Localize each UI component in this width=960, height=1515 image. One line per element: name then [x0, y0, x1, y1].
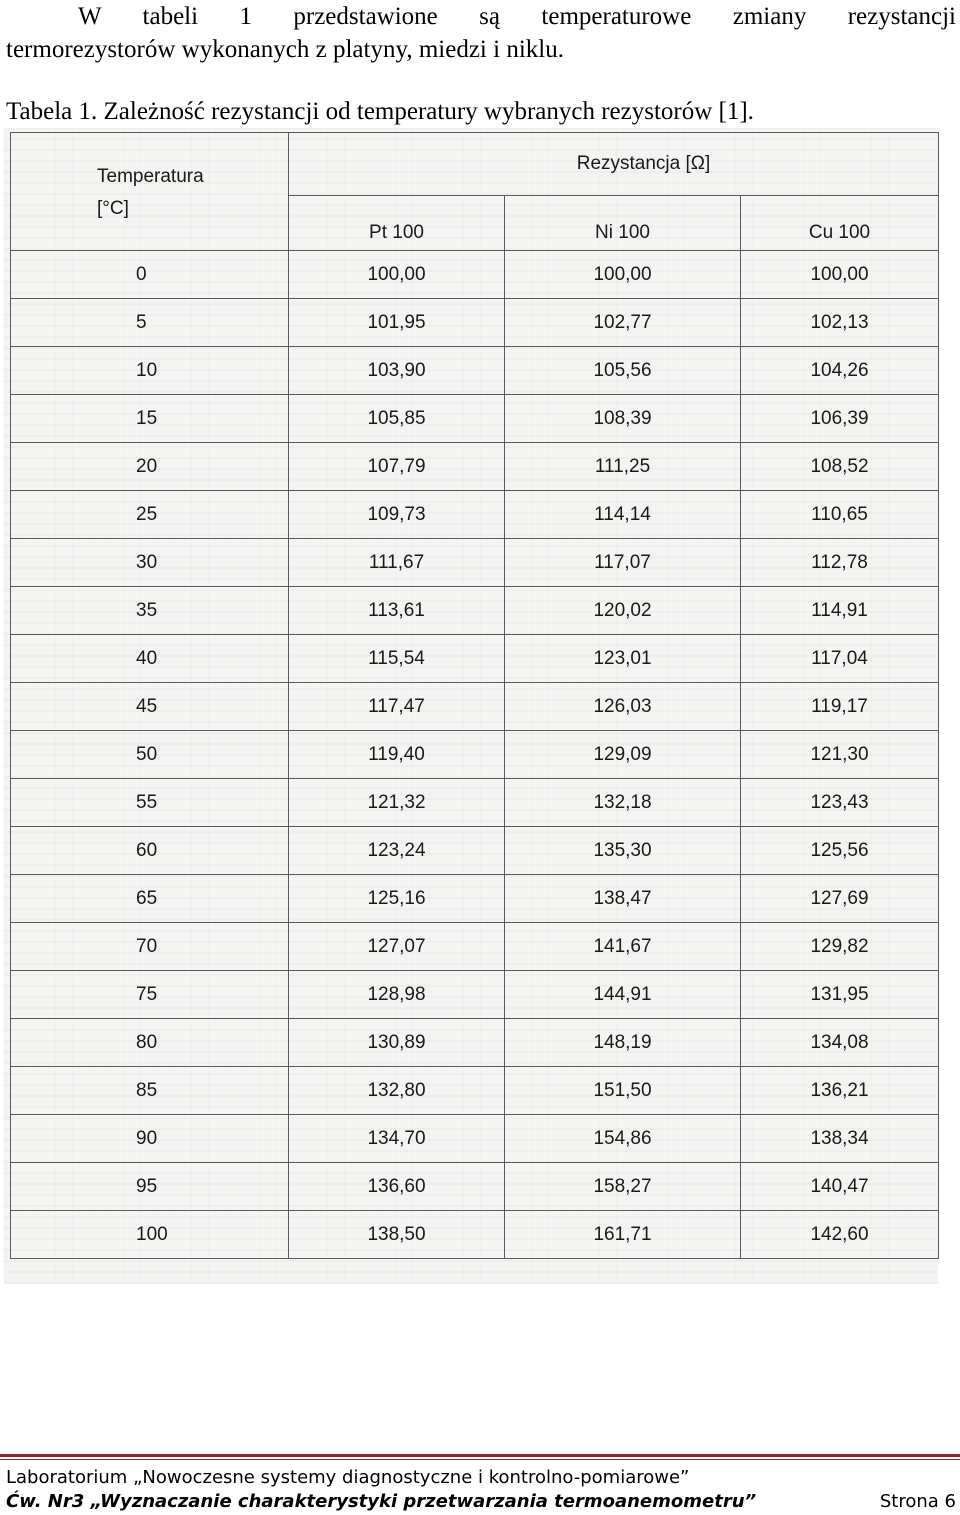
table-row: [11, 587, 939, 635]
cell-ni100: 132,18: [505, 779, 741, 827]
cell-temperature: 90: [11, 1115, 289, 1163]
cell-pt100: 128,98: [289, 971, 505, 1019]
table-row: [11, 923, 939, 971]
cell-temperature: 30: [11, 539, 289, 587]
cell-ni100: 120,02: [505, 587, 741, 635]
cell-cu100: 125,56: [741, 827, 939, 875]
cell-ni100: 108,39: [505, 395, 741, 443]
cell-temperature: 0: [11, 251, 289, 299]
cell-ni100: 148,19: [505, 1019, 741, 1067]
cell-pt100: 107,79: [289, 443, 505, 491]
cell-cu100: 117,04: [741, 635, 939, 683]
cell-temperature: 70: [11, 923, 289, 971]
cell-cu100: 142,60: [741, 1211, 939, 1259]
column-header-ni100: Ni 100: [505, 196, 741, 251]
table-row: [11, 491, 939, 539]
cell-cu100: 129,82: [741, 923, 939, 971]
cell-temperature: 85: [11, 1067, 289, 1115]
resistance-table: [10, 132, 939, 1259]
footer-line: [6, 1491, 956, 1513]
cell-cu100: 114,91: [741, 587, 939, 635]
cell-pt100: 109,73: [289, 491, 505, 539]
cell-cu100: 131,95: [741, 971, 939, 1019]
table-row: [11, 1211, 939, 1259]
cell-ni100: 154,86: [505, 1115, 741, 1163]
cell-ni100: 141,67: [505, 923, 741, 971]
cell-ni100: 100,00: [505, 251, 741, 299]
cell-cu100: 108,52: [741, 443, 939, 491]
table-row: [11, 635, 939, 683]
page-number: Strona 6: [879, 1491, 956, 1512]
table-row: [11, 1019, 939, 1067]
cell-cu100: 136,21: [741, 1067, 939, 1115]
cell-pt100: 105,85: [289, 395, 505, 443]
cell-temperature: 65: [11, 875, 289, 923]
footer-course-title: Ćw. Nr3 „Wyznaczanie charakterystyki przetwarzania termoanemometru”: [6, 1491, 757, 1512]
cell-cu100: 140,47: [741, 1163, 939, 1211]
cell-cu100: 121,30: [741, 731, 939, 779]
cell-ni100: 105,56: [505, 347, 741, 395]
cell-cu100: 134,08: [741, 1019, 939, 1067]
intro-line-2: termorezystorów wykonanych z platyny, miedzi i niklu.: [6, 36, 564, 63]
cell-pt100: 121,32: [289, 779, 505, 827]
temperature-header-unit: [°C]: [97, 198, 129, 219]
cell-pt100: 103,90: [289, 347, 505, 395]
cell-temperature: 50: [11, 731, 289, 779]
table-row: [11, 779, 939, 827]
table-row: [11, 251, 939, 299]
cell-pt100: 125,16: [289, 875, 505, 923]
footer-rule-thin: [0, 1459, 960, 1460]
cell-pt100: 113,61: [289, 587, 505, 635]
temperature-header: [11, 133, 289, 251]
table-row: [11, 299, 939, 347]
cell-cu100: 112,78: [741, 539, 939, 587]
cell-pt100: 100,00: [289, 251, 505, 299]
cell-cu100: 127,69: [741, 875, 939, 923]
table-row: [11, 443, 939, 491]
cell-ni100: 117,07: [505, 539, 741, 587]
cell-pt100: 127,07: [289, 923, 505, 971]
table-row: [11, 347, 939, 395]
cell-ni100: 144,91: [505, 971, 741, 1019]
cell-ni100: 135,30: [505, 827, 741, 875]
table-caption: Tabela 1. Zależność rezystancji od temperatury wybranych rezystorów [1].: [6, 98, 754, 125]
footer-rule-thick: [0, 1454, 960, 1457]
cell-temperature: 100: [11, 1211, 289, 1259]
cell-cu100: 102,13: [741, 299, 939, 347]
table-row: [11, 731, 939, 779]
table-row: [11, 683, 939, 731]
cell-pt100: 130,89: [289, 1019, 505, 1067]
table-row: [11, 1163, 939, 1211]
cell-cu100: 106,39: [741, 395, 939, 443]
cell-temperature: 55: [11, 779, 289, 827]
cell-temperature: 35: [11, 587, 289, 635]
cell-cu100: 104,26: [741, 347, 939, 395]
table-row: [11, 827, 939, 875]
cell-pt100: 117,47: [289, 683, 505, 731]
cell-pt100: 132,80: [289, 1067, 505, 1115]
cell-pt100: 111,67: [289, 539, 505, 587]
cell-pt100: 119,40: [289, 731, 505, 779]
intro-line-1: W tabeli 1 przedstawione są temperaturowe zmiany rezystancji: [78, 3, 956, 30]
cell-pt100: 134,70: [289, 1115, 505, 1163]
footer-lab-name: Laboratorium „Nowoczesne systemy diagnostyczne i kontrolno-pomiarowe”: [6, 1467, 690, 1488]
cell-ni100: 114,14: [505, 491, 741, 539]
cell-pt100: 101,95: [289, 299, 505, 347]
cell-temperature: 15: [11, 395, 289, 443]
cell-ni100: 161,71: [505, 1211, 741, 1259]
table-row: [11, 1067, 939, 1115]
cell-ni100: 158,27: [505, 1163, 741, 1211]
table-row: [11, 1115, 939, 1163]
cell-ni100: 111,25: [505, 443, 741, 491]
intro-paragraph: [6, 0, 956, 66]
cell-pt100: 136,60: [289, 1163, 505, 1211]
column-header-pt100: Pt 100: [289, 196, 505, 251]
cell-pt100: 115,54: [289, 635, 505, 683]
cell-temperature: 95: [11, 1163, 289, 1211]
table-row: [11, 875, 939, 923]
resistance-group-header: Rezystancja [Ω]: [289, 133, 939, 196]
table-row: [11, 539, 939, 587]
temperature-header-label: Temperatura: [97, 166, 204, 187]
cell-temperature: 40: [11, 635, 289, 683]
cell-ni100: 123,01: [505, 635, 741, 683]
cell-ni100: 129,09: [505, 731, 741, 779]
column-header-cu100: Cu 100: [741, 196, 939, 251]
cell-cu100: 123,43: [741, 779, 939, 827]
cell-temperature: 25: [11, 491, 289, 539]
cell-cu100: 119,17: [741, 683, 939, 731]
cell-ni100: 126,03: [505, 683, 741, 731]
cell-temperature: 75: [11, 971, 289, 1019]
table-row: [11, 395, 939, 443]
cell-temperature: 45: [11, 683, 289, 731]
cell-cu100: 100,00: [741, 251, 939, 299]
cell-temperature: 10: [11, 347, 289, 395]
cell-ni100: 138,47: [505, 875, 741, 923]
table-body: [11, 251, 939, 1259]
cell-cu100: 138,34: [741, 1115, 939, 1163]
cell-temperature: 5: [11, 299, 289, 347]
cell-pt100: 138,50: [289, 1211, 505, 1259]
cell-temperature: 80: [11, 1019, 289, 1067]
cell-temperature: 60: [11, 827, 289, 875]
cell-ni100: 102,77: [505, 299, 741, 347]
table-row: [11, 971, 939, 1019]
cell-temperature: 20: [11, 443, 289, 491]
cell-cu100: 110,65: [741, 491, 939, 539]
cell-pt100: 123,24: [289, 827, 505, 875]
cell-ni100: 151,50: [505, 1067, 741, 1115]
